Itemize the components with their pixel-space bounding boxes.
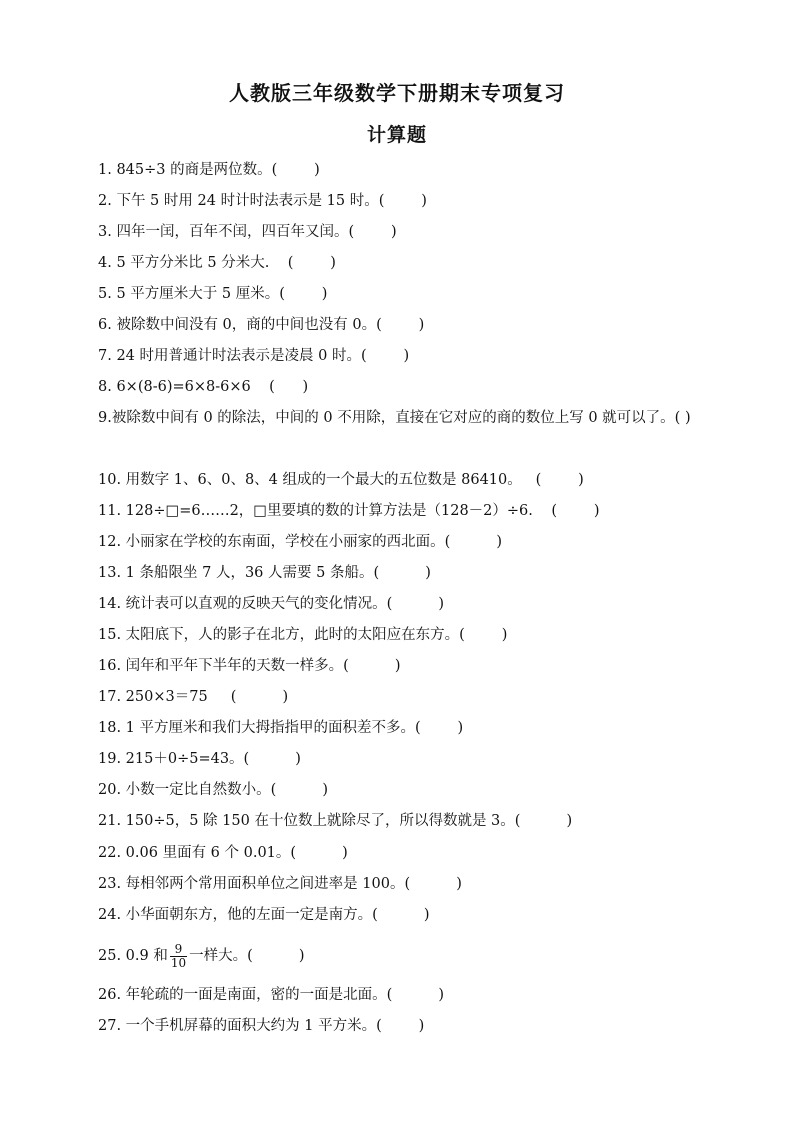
question-text: 1 条船限坐 7 人，36 人需要 5 条船。( ) [125,565,431,581]
question-item [98,527,698,558]
question-text: 一个手机屏幕的面积大约为 1 平方米。( ) [125,1018,425,1034]
question-item [98,403,694,434]
question-text: 250×3＝75 ( ) [125,689,289,705]
question-number: 14. [98,596,122,612]
question-item [98,558,698,589]
question-number: 21. [98,813,122,829]
question-text: 统计表可以直观的反映天气的变化情况。( ) [125,596,445,612]
question-text: 128÷□=6……2，□里要填的数的计算方法是（128－2）÷6. ( ) [125,503,600,519]
question-item [98,341,698,372]
question-number: 27. [98,1018,122,1034]
fraction-numerator: 9 [174,941,183,956]
question-number: 9. [98,410,112,426]
question-item [98,279,698,310]
question-text-prefix: 0.9 和 [125,948,168,964]
question-number: 11. [98,503,122,519]
question-item [98,775,698,806]
question-text-suffix: 一样大。( ) [189,948,305,964]
question-item [98,217,698,248]
fraction-denominator: 10 [170,955,187,970]
question-number: 5. [98,286,112,302]
question-number: 15. [98,627,122,643]
question-item [98,589,698,620]
question-item [98,186,698,217]
question-text: 215＋0÷5=43。( ) [125,751,301,767]
page-title: 人教版三年级数学下册期末专项复习 [229,81,565,105]
question-number: 26. [98,987,122,1003]
question-item [98,838,698,869]
question-item [98,372,698,403]
question-text: 150÷5，5 除 150 在十位数上就除尽了，所以得数就是 3。( ) [125,813,573,829]
question-text: 用数字 1、6、0、8、4 组成的一个最大的五位数是 86410。 ( ) [125,472,584,488]
question-number: 13. [98,565,122,581]
question-item [98,744,698,775]
question-item [98,465,698,496]
question-number: 4. [98,255,112,271]
question-text: 每相邻两个常用面积单位之间进率是 100。( ) [125,876,462,892]
question-number: 16. [98,658,122,674]
question-number: 8. [98,379,112,395]
question-item [98,713,698,744]
question-text: 6×(8-6)=6×8-6×6 ( ) [116,379,309,395]
question-number: 22. [98,845,122,861]
question-text: 小数一定比自然数小。( ) [125,782,329,798]
question-item [98,900,698,931]
question-text: 下午 5 时用 24 时计时法表示是 15 时。( ) [116,193,427,209]
question-text: 5 平方厘米大于 5 厘米。( ) [116,286,328,302]
question-number: 2. [98,193,112,209]
question-number: 10. [98,472,122,488]
question-item [98,1011,698,1042]
question-number: 3. [98,224,112,240]
question-item [98,310,698,341]
question-text: 闰年和平年下半年的天数一样多。( ) [125,658,401,674]
question-text: 5 平方分米比 5 分米大. ( ) [116,255,336,271]
question-number: 1. [98,162,112,178]
question-item [98,806,698,837]
question-item [98,620,698,651]
section-title: 计算题 [366,124,427,146]
question-number: 18. [98,720,122,736]
question-item [98,651,698,682]
question-number: 25. [98,948,122,964]
question-text: 年轮疏的一面是南面，密的一面是北面。( ) [125,987,445,1003]
question-text: 小丽家在学校的东南面，学校在小丽家的西北面。( ) [125,534,503,550]
fraction [170,943,187,969]
question-number: 24. [98,907,122,923]
question-item [98,682,698,713]
question-text: 被除数中间有 0 的除法，中间的 0 不用除，直接在它对应的商的数位上写 0 就可以了。( ) [111,410,691,426]
question-text: 被除数中间没有 0，商的中间也没有 0。( ) [116,317,425,333]
question-text: 太阳底下，人的影子在北方，此时的太阳应在东方。( ) [125,627,508,643]
question-text: 四年一闰，百年不闰，四百年又闰。( ) [116,224,397,240]
question-text: 0.06 里面有 6 个 0.01。( ) [125,845,348,861]
question-number: 19. [98,751,122,767]
question-text: 小华面朝东方，他的左面一定是南方。( ) [125,907,430,923]
question-text: 24 时用普通计时法表示是凌晨 0 时。( ) [116,348,410,364]
question-number: 12. [98,534,122,550]
question-number: 7. [98,348,112,364]
question-item [98,155,698,186]
question-item [98,980,698,1011]
question-number: 20. [98,782,122,798]
question-number: 17. [98,689,122,705]
question-item [98,248,698,279]
question-item [98,869,698,900]
question-number: 6. [98,317,112,333]
question-text: 1 平方厘米和我们大拇指指甲的面积差不多。( ) [125,720,464,736]
question-text: 845÷3 的商是两位数。( ) [116,162,320,178]
question-item [98,939,698,973]
question-number: 23. [98,876,122,892]
question-item [98,496,698,527]
